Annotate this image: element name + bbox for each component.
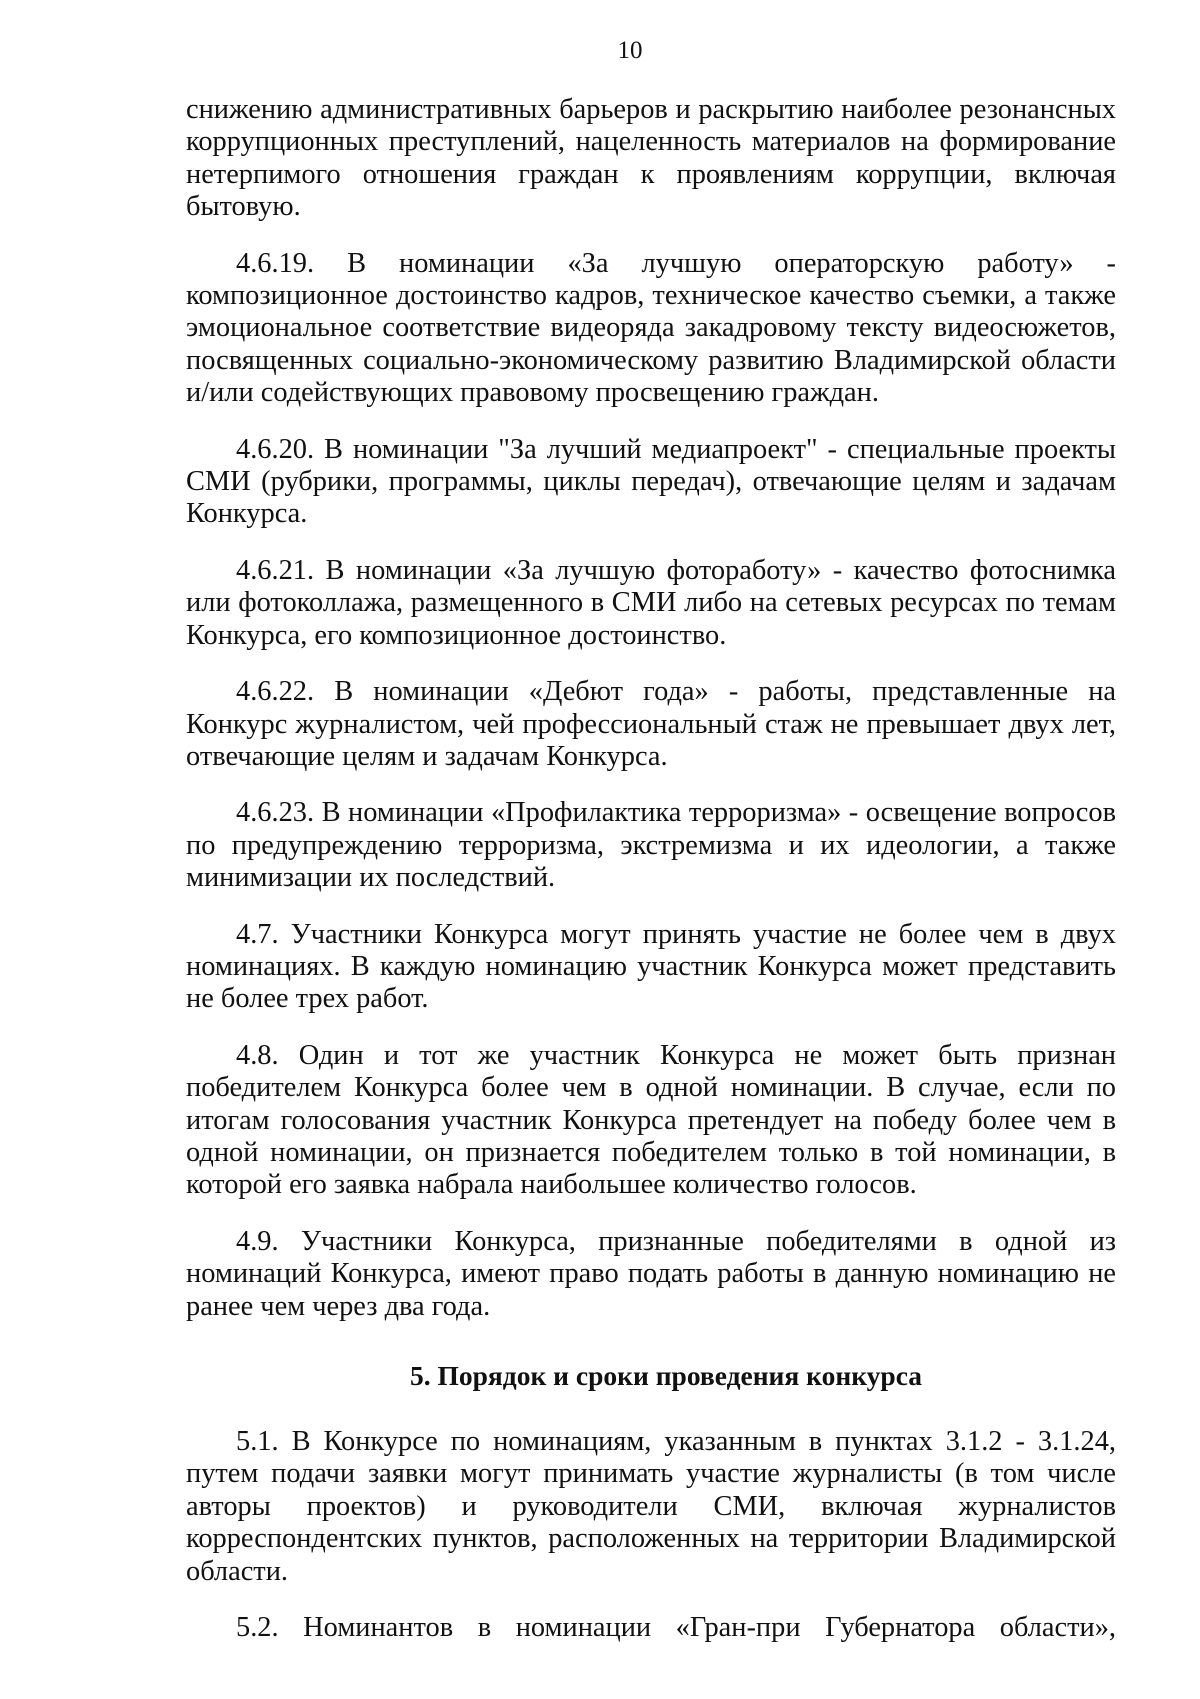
paragraph-5-2: 5.2. Номинантов в номинации «Гран-при Губернатора области»,: [236, 1612, 1116, 1644]
paragraph-4-6-19: 4.6.19. В номинации «За лучшую операторскую работу» - композиционное достоинство кадров, техническое качество съемки, а также эмоциональное соответствие видеоряда закадровому тексту видеосюжетов, посвященных социально-экономическому развитию Владимирской области и/или содействующих правовому просвещению граждан.: [186, 247, 1116, 409]
paragraph-5-1: 5.1. В Конкурсе по номинациям, указанным в пунктах 3.1.2 - 3.1.24, путем подачи заявки могут принимать участие журналисты (в том числе авторы проектов) и руководители СМИ, включая журналистов корреспондентских пунктов, расположенных на территории Владимирской области.: [186, 1426, 1116, 1587]
paragraph-4-6-20: 4.6.20. В номинации "За лучший медиапроект" - специальные проекты СМИ (рубрики, программы, циклы передач), отвечающие целям и задачам Конкурса.: [186, 433, 1116, 530]
paragraph-4-9: 4.9. Участники Конкурса, признанные победителями в одной из номинаций Конкурса, имеют право подать работы в данную номинацию не ранее чем через два года.: [186, 1225, 1116, 1322]
paragraph-4-8: 4.8. Один и тот же участник Конкурса не может быть признан победителем Конкурса более чем в одной номинации. В случае, если по итогам голосования участник Конкурса претендует на победу более чем в одной номинации, он признается победителем только в той номинации, в которой его заявка набрала наибольшее количество голосов.: [186, 1039, 1116, 1201]
paragraph-4-6-23: 4.6.23. В номинации «Профилактика терроризма» - освещение вопросов по предупреждению терроризма, экстремизма и их идеологии, а также минимизации их последствий.: [186, 797, 1116, 894]
section-heading: 5. Порядок и сроки проведения конкурса: [409, 1360, 923, 1391]
paragraph-continuation: снижению административных барьеров и раскрытию наиболее резонансных коррупционных преступлений, нацеленность материалов на формирование нетерпимого отношения граждан к проявлениям коррупции, включая бытовую.: [186, 94, 1116, 223]
document-body: [186, 94, 1116, 1644]
page-number: 10: [617, 37, 643, 64]
paragraph-4-6-21: 4.6.21. В номинации «За лучшую фотоработу» - качество фотоснимка или фотоколлажа, размещенного в СМИ либо на сетевых ресурсах по темам Конкурса, его композиционное достоинство.: [186, 554, 1116, 651]
paragraph-4-7: 4.7. Участники Конкурса могут принять участие не более чем в двух номинациях. В каждую номинацию участник Конкурса может представить не более трех работ.: [186, 918, 1116, 1015]
paragraph-4-6-22: 4.6.22. В номинации «Дебют года» - работы, представленные на Конкурс журналистом, чей профессиональный стаж не превышает двух лет, отвечающие целям и задачам Конкурса.: [186, 676, 1116, 772]
